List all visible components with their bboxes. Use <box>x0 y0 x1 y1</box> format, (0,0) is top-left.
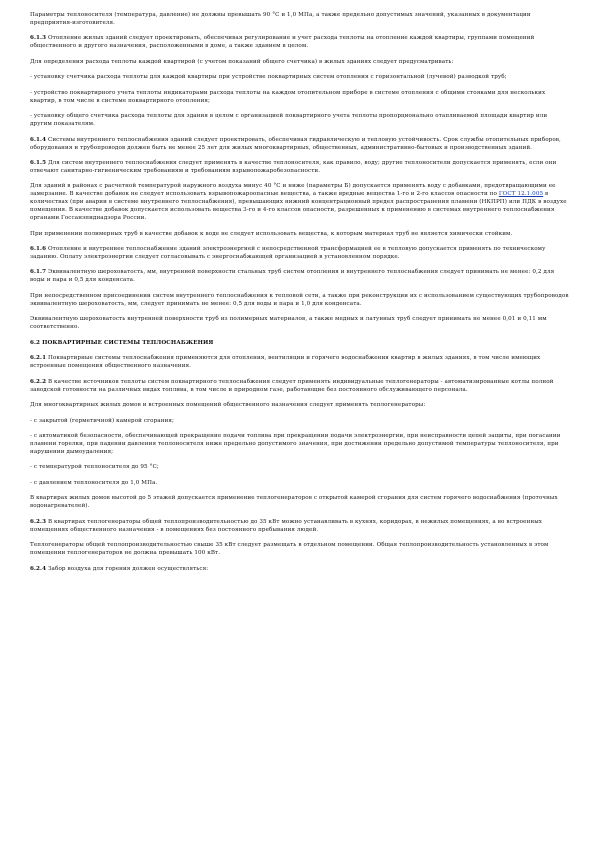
paragraph <box>30 160 570 176</box>
paragraph <box>30 113 570 129</box>
paragraph <box>30 566 570 574</box>
paragraph-text: - установку счетчика расхода теплоты для каждой квартиры при устройстве поквартирных систем отопления с горизонтальной (лучевой) разводкой труб; <box>30 74 507 81</box>
paragraph <box>30 269 570 285</box>
paragraph <box>30 480 570 488</box>
clause-number: 6.2.4 <box>30 565 47 572</box>
paragraph-text: В квартирах жилых домов высотой до 5 этажей допускается применение теплогенераторов с открытой камерой сгорания для систем горячего водоснабжения (проточных водонагревателей). <box>30 495 558 510</box>
paragraph <box>30 418 570 426</box>
paragraph-text: Отопление жилых зданий следует проектировать, обеспечивая регулирование и учет расхода теплоты на отопление каждой квартиры, группами помещений общественного и другого назначения, расположенными в доме, а также зданием в целом. <box>30 35 535 50</box>
paragraph <box>30 90 570 106</box>
paragraph <box>30 246 570 262</box>
paragraph-text: В качестве источников теплоты систем поквартирного теплоснабжения следует применять индивидуальные теплогенераторы - автоматизированные котлы полной заводской готовности на различных видах топлива, в том числе и природном газе, работающие без постоянного обслуживающего персонала. <box>30 378 554 393</box>
paragraph <box>30 137 570 153</box>
paragraph <box>30 495 570 511</box>
paragraph <box>30 12 570 28</box>
paragraph-text: Забор воздуха для горения должен осуществляться: <box>46 565 209 572</box>
paragraph <box>30 74 570 82</box>
standard-link[interactable]: ГОСТ 12.1.005 <box>498 191 544 198</box>
paragraph-text: - с температурой теплоносителя до 95 °С; <box>30 464 159 471</box>
paragraph <box>30 35 570 51</box>
clause-number: 6.1.4 <box>30 136 47 143</box>
paragraph <box>30 433 570 457</box>
paragraph-text: При применении полимерных труб в качестве добавок к воде не следует использовать вещества, к которым материал труб не является химически стойким. <box>30 230 513 237</box>
clause-number: 6.2.3 <box>30 518 47 525</box>
paragraph-text: Эквивалентную шероховатость, мм, внутренней поверхности стальных труб систем отопления и внутреннего теплоснабжения следует принимать не менее: 0,2 для воды и пара и 0,5 для конденсата. <box>30 269 555 284</box>
paragraph-text: - с автоматикой безопасности, обеспечивающей прекращение подачи топлива при прекращении подачи электроэнергии, при неисправности цепей защиты, при погасании пламени горелки, при падении давления теплоносителя ниже предельно допустимого значения, при достижении предельно допустимой температуры теплоносителя, при нарушении дымоудаления; <box>30 433 561 455</box>
paragraph-text: - устройство поквартирного учета теплоты индикаторами расхода теплоты на каждом отопительном приборе в системе отопления с общими стояками для нескольких квартир, в том числе в системе поквартирного отопления; <box>30 89 546 104</box>
paragraph-text: При непосредственном присоединении систем внутреннего теплоснабжения к тепловой сети, а также при реконструкции их с использованием существующих трубопроводов эквивалентную шероховатость, мм, следует принимать не менее: 0,5 для воды и пара и 1,0 для конденсата. <box>30 292 569 307</box>
clause-number: 6.1.7 <box>30 269 47 276</box>
section-heading: 6.2 ПОКВАРТИРНЫЕ СИСТЕМЫ ТЕПЛОСНАБЖЕНИЯ <box>30 339 214 346</box>
paragraph <box>30 59 570 67</box>
paragraph-text: Для определения расхода теплоты каждой квартирой (с учетом показаний общего счетчика) в жилых зданиях следует предусматривать: <box>30 58 454 65</box>
paragraph <box>30 379 570 395</box>
paragraph <box>30 316 570 332</box>
paragraph-text: Эквивалентную шероховатость внутренней поверхности труб из полимерных материалов, а также медных и латунных труб следует принимать не менее 0,01 и 0,11 мм соответственно. <box>30 316 547 331</box>
paragraph-text: Параметры теплоносителя (температура, давление) не должны превышать 90 °С и 1,0 МПа, а также предельно допустимых значений, указанных в документации предприятия-изготовителя. <box>30 12 531 26</box>
paragraph-text: Для систем внутреннего теплоснабжения следует применять в качестве теплоносителя, как правило, воду; другие теплоносители допускается применять, если они отвечают санитарно-гигиеническим требованиям и требованиям взрывопожаробезопасности. <box>30 160 557 174</box>
paragraph <box>30 231 570 239</box>
paragraph-text: Отопление и внутреннее теплоснабжение зданий электроэнергией с непосредственной трансформацией ее в тепловую допускается применять по техническому заданию. Оплату электроэнергии следует согласовывать с энергоснабжающей организацией в установленном порядке. <box>30 246 546 260</box>
clause-number: 6.1.5 <box>30 160 47 167</box>
paragraph <box>30 542 570 558</box>
paragraph-text: - с давлением теплоносителя до 1,0 МПа. <box>30 479 158 486</box>
paragraph-text: Для зданий в районах с расчетной температурой наружного воздуха минус 40 °С и ниже (параметры Б) допускается применять воду с добавками, предотвращающими ее замерзание. В качестве добавок не следует использовать взрывопожароопасные вещества, а также вредные вещества 1-го и 2-го классов опасности по <box>30 183 556 198</box>
clause-number: 6.1.3 <box>30 35 47 42</box>
paragraph-text: В квартирах теплогенераторы общей теплопроизводительностью до 35 кВт можно устанавливать в кухнях, коридорах, в нежилых помещениях, а во встроенных помещениях общественного назначения - в помещениях без постоянного пребывания людей. <box>30 518 543 533</box>
clause-number: 6.1.6 <box>30 246 47 253</box>
paragraph <box>30 355 570 371</box>
paragraph <box>30 402 570 410</box>
paragraph-text: Поквартирные системы теплоснабжения применяются для отопления, вентиляции и горячего водоснабжения квартир в жилых зданиях, в том числе имеющих встроенные помещения общественного назначения. <box>30 355 541 370</box>
paragraph-text: Для многоквартирных жилых домов и встроенных помещений общественного назначения следует применять теплогенераторы: <box>30 402 426 408</box>
paragraph <box>30 519 570 535</box>
clause-number: 6.2.2 <box>30 378 47 385</box>
document-page <box>30 12 570 581</box>
paragraph <box>30 183 570 223</box>
paragraph-text-continued: в количествах (при аварии в системе внутреннего теплоснабжения), превышающих нижний концентрационный предел распространения пламени (НКПРП) или ПДК в воздухе помещения. В качестве добавок допускается использовать вещества 3-го и 4-го классов опасности, разрешенных к применению в системах внутреннего теплоснабжения органами Госсанэпиднадзора России. <box>30 191 567 222</box>
paragraph-text: Системы внутреннего теплоснабжения зданий следует проектировать, обеспечивая гидравлическую и тепловую устойчивость. Срок службы отопительных приборов, оборудования и трубопроводов должен быть не менее 25 лет для жилых многоквартирных, общественных, административно-бытовых и производственных зданий. <box>30 136 561 151</box>
paragraph-text: Теплогенераторы общей теплопроизводительностью свыше 35 кВт следует размещать в отдельном помещении. Общая теплопроизводительность установленных в этом помещении теплогенераторов не должна превышать 100 кВт. <box>30 542 549 557</box>
paragraph <box>30 464 570 472</box>
clause-number: 6.2.1 <box>30 355 47 362</box>
paragraph-text: - установку общего счетчика расхода теплоты для здания в целом с организацией поквартирного учета теплоты пропорционально отапливаемой площади квартир или другим показателям. <box>30 113 548 128</box>
paragraph <box>30 293 570 309</box>
paragraph-text: - с закрытой (герметичной) камерой сгорания; <box>30 417 174 424</box>
